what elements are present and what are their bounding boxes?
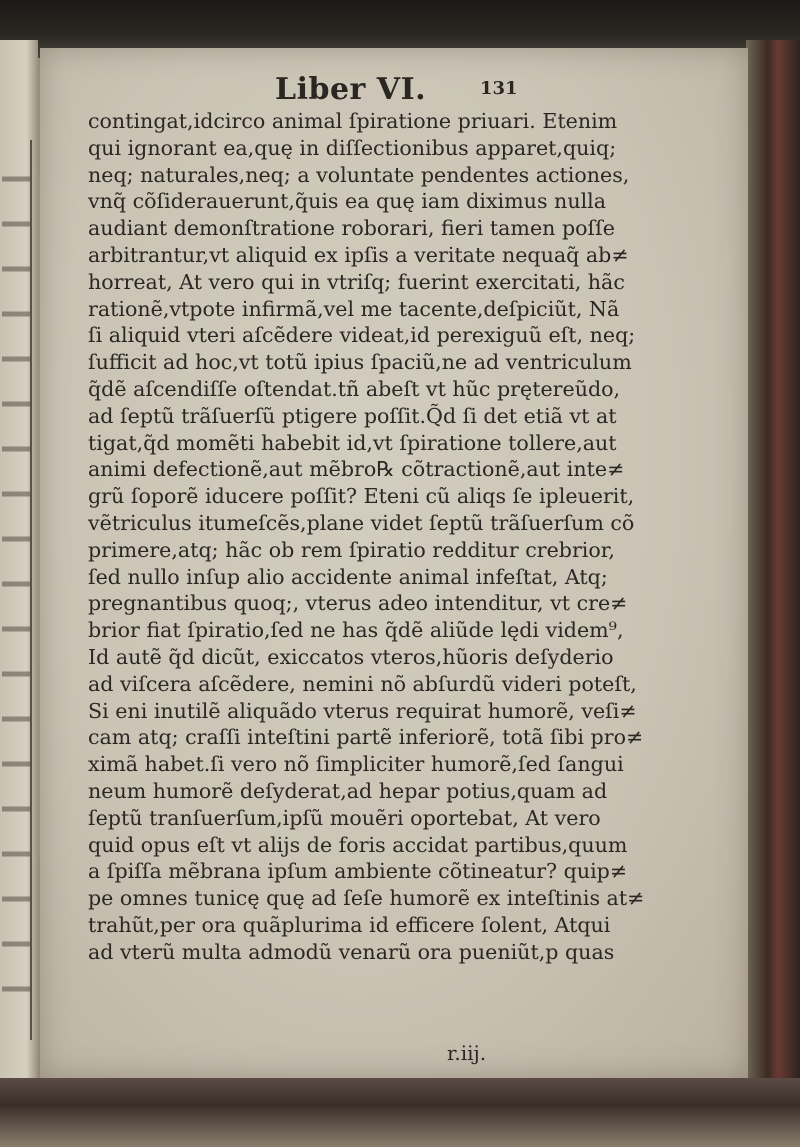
- text-line: ſed nullo inſup alio accidente animal infeſtat, Atq;: [88, 564, 608, 589]
- text-line: neq; naturales,neq; a voluntate pendentes actiones,: [88, 162, 630, 187]
- text-line: contingat,idcirco animal ſpiratione priuari. Etenim: [88, 109, 618, 133]
- text-line: grũ ſoporẽ iducere poſſit? Eteni cũ aliqs ſe ipleuerit,: [88, 484, 635, 509]
- text-line: ad viſcera aſcẽdere, nemini nõ abſurdũ videri poteſt,: [88, 671, 637, 696]
- text-line: ſeptũ tranſuerſum,ipſũ mouẽri oportebat, At vero: [88, 805, 601, 830]
- text-line: vnq̃ cõſiderauerunt,q̃uis ea quę iam diximus nulla: [88, 189, 607, 214]
- text-line: neum humorẽ deſyderat,ad hepar potius,quam ad: [88, 778, 608, 803]
- facing-page-edge: [0, 40, 38, 1090]
- text-line: Si eni inutilẽ aliquãdo vterus requirat humorẽ, veſi≠: [88, 698, 637, 723]
- text-line: quid opus eſt vt aliјs de foris accidat partibus,quum: [88, 832, 628, 857]
- text-line: ximã habet.ſi vero nõ ſimpliciter humorẽ,ſed ſangui: [88, 752, 624, 777]
- text-line: q̃dẽ aſcendiſſe oſtendat.tñ abeſt vt hũc prętereũdo,: [88, 376, 621, 401]
- page-edge-right: [746, 40, 800, 1080]
- text-line: ſufficit ad hoc,vt totũ ipius ſpaciũ,ne ad ventriculum: [88, 350, 632, 375]
- printed-page: [40, 48, 748, 1078]
- text-line: arbitrantur,vt aliquid ex ipſis a veritate nequaq̃ ab≠: [88, 242, 629, 267]
- text-line: pregnantibus quoq;, vterus adeo intenditur, vt cre≠: [88, 591, 628, 616]
- text-line: horreat, At vero qui in vtriſq; fuerint exercitati, hãc: [88, 269, 625, 294]
- text-line: trahũt,per ora quãplurima id efficere ſolent, Atqui: [88, 912, 611, 937]
- text-line: pe omnes tunicę quę ad ſeſe humorẽ ex inteſtinis at≠: [88, 886, 645, 911]
- folio-number: 131: [480, 78, 518, 99]
- text-line: cam atq; craſſi inteſtini partẽ inferiorẽ, totã ſibi pro≠: [88, 725, 644, 750]
- body-text: [88, 108, 718, 966]
- page-header: [40, 72, 748, 112]
- running-head: Liber VI.: [275, 72, 427, 107]
- text-line: animi defectionẽ,aut mẽbro℞ cõtractionẽ,aut inte≠: [88, 457, 625, 482]
- text-line: tigat,q̃d momẽti habebit id,vt ſpiratione tollere,aut: [88, 430, 617, 455]
- facing-page-rule: [30, 140, 32, 1040]
- text-line: primere,atq; hãc ob rem ſpiratio redditur crebrior,: [88, 537, 615, 562]
- text-line: ſi aliquid vteri aſcẽdere videat,id perexiguũ eſt, neq;: [88, 323, 636, 348]
- text-line: ad vterũ multa admodũ venarũ ora pueniũt,p quas: [88, 939, 615, 964]
- signature-mark: r.iij.: [447, 1041, 487, 1065]
- facing-page-text-marks: [2, 150, 32, 1030]
- text-line: brior fiat ſpiratio,ſed ne has q̃dẽ aliũde lędi videm⁹,: [88, 618, 624, 643]
- page-edge-bottom: [0, 1078, 800, 1147]
- text-line: vẽtriculus itumeſcẽs,plane videt ſeptũ trãſuerſum cõ: [88, 510, 635, 535]
- text-line: ad ſeptũ trãſuerſũ ptigere poſſit.Q̃d ſi det etiã vt at: [88, 403, 617, 428]
- text-line: qui ignorant ea,quę in diſſectionibus apparet,quiq;: [88, 135, 617, 160]
- text-line: a ſpiſſa mẽbrana ipſum ambiente cõtineatur? quip≠: [88, 859, 628, 884]
- text-line: audiant demonſtratione roborari, fieri tamen poſſe: [88, 216, 615, 241]
- text-line: rationẽ,vtpote infirmã,vel me tacente,deſpiciũt, Nã: [88, 296, 620, 321]
- text-line: Id autẽ q̃d dicũt, exiccatos vteros,hũoris deſyderio: [88, 644, 614, 669]
